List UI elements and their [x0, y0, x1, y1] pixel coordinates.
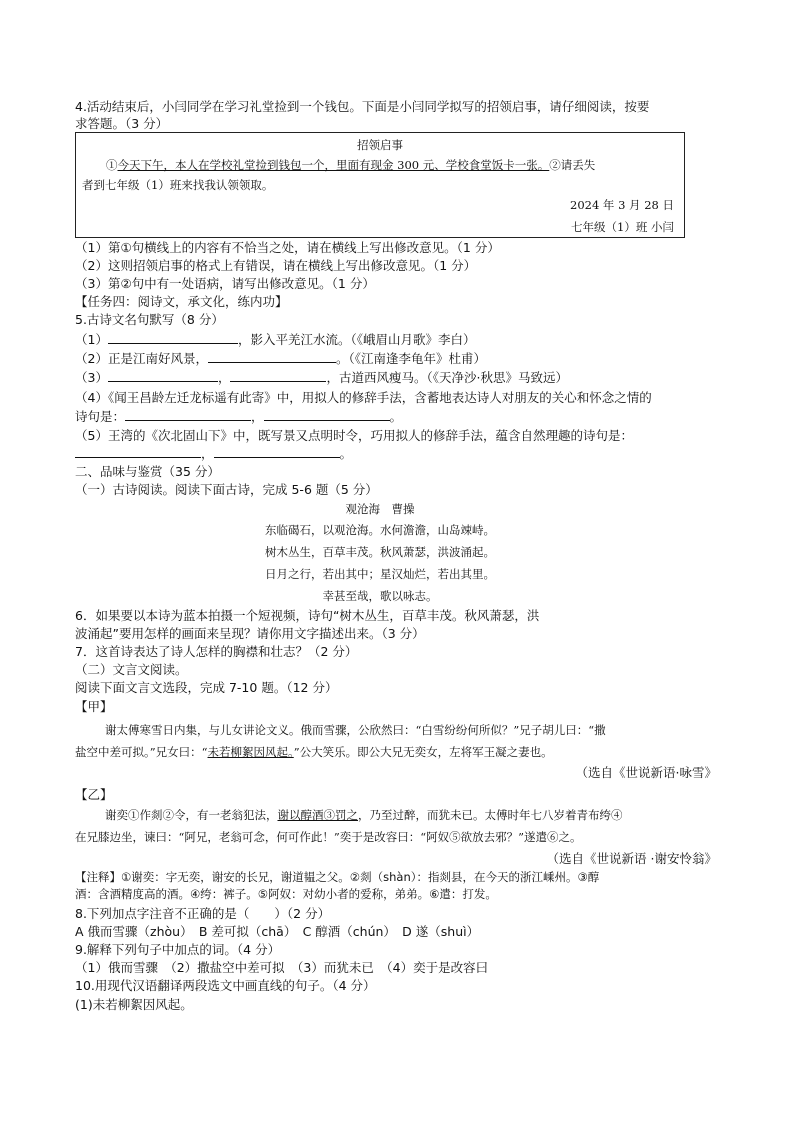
notice-body-line2: 者到七年级（1）班来找我认领领取。	[82, 178, 274, 192]
jia-line2: 盐空中差可拟。”兄女曰：“未若柳絮因风起。”公大笑乐。即公大兄无奕女，左将军王凝之妻也。	[75, 745, 553, 759]
notice-body-rest: ②请丢失	[549, 158, 596, 172]
q4-sub-1: （1）第①句横线上的内容有不恰当之处，请在横线上写出修改意见。（1 分）	[75, 240, 500, 255]
poem-line-1: 东临碣石，以观沧海。水何澹澹，山岛竦峙。	[265, 523, 495, 537]
answer-blank[interactable]	[214, 444, 340, 458]
poem-title: 观沧海 曹操	[345, 502, 415, 516]
q5-line3: （3） ， ，古道西风瘦马。（《天净沙·秋思》马致远）	[75, 370, 568, 385]
notes-line2: 酒：含酒精度高的酒。④绔：裤子。⑤阿奴：对幼小者的爱称，弟弟。⑥遣：打发。	[75, 887, 497, 901]
yi-label: 【乙】	[75, 787, 113, 802]
poem-line-2: 树木丛生，百草丰茂。秋风萧瑟，洪波涌起。	[265, 545, 495, 559]
q5-line4a: （4）《闻王昌龄左迁龙标遥有此寄》中，用拟人的修辞手法，含蓄地表达诗人对朋友的关心和怀念之情的	[75, 390, 652, 405]
section2-heading: 二、品味与鉴赏（35 分）	[75, 464, 220, 479]
underlined-sentence-jia: 未若柳絮因风起。	[207, 745, 294, 759]
answer-blank[interactable]	[230, 368, 326, 382]
q10-item1: (1)未若柳絮因风起。	[75, 997, 193, 1012]
part2-intro: 阅读下面文言文选段，完成 7-10 题。（12 分）	[75, 680, 338, 695]
notice-date: 2024 年 3 月 28 日	[570, 198, 674, 212]
q5-title: 5.古诗文名句默写（8 分）	[75, 312, 224, 327]
underlined-sentence-1: 今天下午，本人在学校礼堂捡到钱包一个，里面有现金 300 元、学校食堂饭卡一张。	[117, 158, 550, 172]
part1-heading: （一）古诗阅读。阅读下面古诗，完成 5-6 题（5 分）	[75, 482, 378, 497]
q5-line2: （2）正是江南好风景， 。（《江南逢李龟年》杜甫）	[75, 351, 486, 366]
answer-blank[interactable]	[108, 368, 218, 382]
q4-sub-3: （3）第②句中有一处语病，请写出修改意见。（1 分）	[75, 276, 375, 291]
jia-source: （选自《世说新语·咏雪》	[575, 765, 717, 780]
notes-line1: 【注释】①谢奕：字无奕，谢安的长兄，谢道韫之父。②剡（shàn）：指剡县，在今天的浙江嵊州。③醇	[75, 870, 600, 884]
q6-line1: 6．如果要以本诗为蓝本拍摄一个短视频，诗句“树木丛生，百草丰茂。秋风萧瑟，洪	[75, 608, 540, 623]
q5-line5a: （5）王湾的《次北固山下》中，既写景又点明时令，巧用拟人的修辞手法，蕴含自然理趣的诗句是：	[75, 428, 633, 443]
q8-options: A 俄而雪骤（zhòu） B 差可拟（chā） C 醇酒（chún） D 遂（shuì）	[75, 924, 480, 939]
q5-line4b: 诗句是： ， 。	[75, 409, 403, 424]
underlined-sentence-yi: 谢以醇酒③罚之	[277, 808, 358, 822]
q9-stem: 9.解释下列句子中加点的词。（4 分）	[75, 942, 281, 957]
q4-line1: 4.活动结束后，小闫同学在学习礼堂捡到一个钱包。下面是小闫同学拟写的招领启事，请仔细阅读，按要	[75, 99, 650, 114]
yi-line1: 谢奕①作剡②令，有一老翁犯法，谢以醇酒③罚之，乃至过醉，而犹未已。太傅时年七八岁着青布绔④	[105, 808, 623, 822]
q6-line2: 波涌起”要用怎样的画面来呈现？请你用文字描述出来。（3 分）	[75, 626, 425, 641]
notice-title: 招领启事	[357, 138, 403, 152]
notice-box	[75, 132, 685, 238]
answer-blank[interactable]	[75, 444, 201, 458]
answer-blank[interactable]	[264, 407, 390, 421]
yi-line2: 在兄膝边坐，谏曰：“阿兄，老翁可念，何可作此！”奕于是改容曰：“阿奴⑤欲放去邪？”遂遣⑥之。	[75, 830, 582, 844]
notice-body-line1	[106, 157, 595, 174]
task4-heading: 【任务四：阅诗文，承文化，练内功】	[75, 294, 288, 309]
q9-items: （1）俄而雪骤 （2）撒盐空中差可拟 （3）而犹未已 （4）奕于是改容曰	[75, 960, 489, 975]
q7: 7．这首诗表达了诗人怎样的胸襟和壮志？（2 分）	[75, 644, 358, 659]
poem-line-4: 幸甚至哉，歌以咏志。	[322, 589, 438, 603]
q4-line2: 求答题。（3 分）	[75, 116, 169, 131]
marker-1: ①	[106, 158, 118, 172]
answer-blank[interactable]	[125, 407, 251, 421]
q5-line1: （1） ，影入平羌江水流。（《峨眉山月歌》李白）	[75, 332, 476, 347]
part2-heading: （二）文言文阅读。	[75, 662, 188, 677]
notice-signer: 七年级（1）班 小闫	[571, 220, 674, 234]
poem-line-3: 日月之行，若出其中；星汉灿烂，若出其里。	[265, 567, 495, 581]
jia-label: 【甲】	[75, 699, 113, 714]
yi-source: （选自《世说新语 ·谢安怜翁》	[546, 851, 717, 866]
answer-blank[interactable]	[208, 349, 336, 363]
q8-stem: 8.下列加点字注音不正确的是（ ）（2 分）	[75, 906, 331, 921]
answer-blank[interactable]	[108, 330, 238, 344]
q5-line5b: ， 。	[75, 444, 352, 462]
q10-stem: 10.用现代汉语翻译两段选文中画直线的句子。（4 分）	[75, 978, 376, 993]
q4-sub-2: （2）这则招领启事的格式上有错误，请在横线上写出修改意见。（1 分）	[75, 258, 477, 273]
jia-line1: 谢太傅寒雪日内集，与儿女讲论文义。俄而雪骤，公欣然曰：“白雪纷纷何所似？”兄子胡儿曰：“撒	[105, 723, 606, 737]
